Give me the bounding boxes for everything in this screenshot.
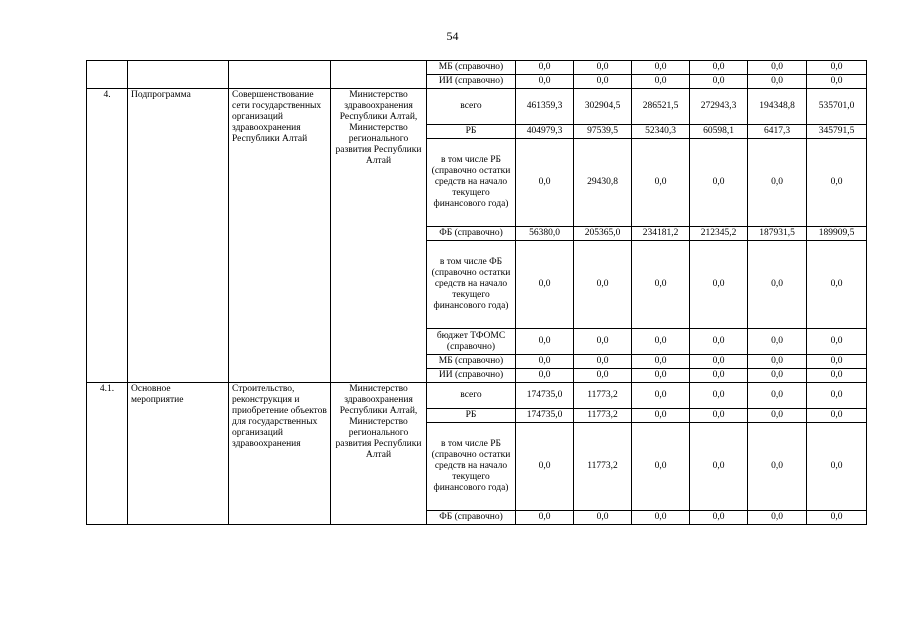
source-cell: МБ (справочно) xyxy=(427,355,516,369)
executor-cell xyxy=(331,61,427,89)
source-cell: в том числе РБ (справочно остатки средств на начало текущего финансового года) xyxy=(427,423,516,511)
value-cell: 6417,3 xyxy=(748,125,807,139)
value-cell: 0,0 xyxy=(748,383,807,409)
value-cell: 0,0 xyxy=(574,369,632,383)
source-cell: в том числе ФБ (справочно остатки средств на начало текущего финансового года) xyxy=(427,241,516,329)
value-cell: 0,0 xyxy=(574,241,632,329)
value-cell: 0,0 xyxy=(516,241,574,329)
value-cell: 174735,0 xyxy=(516,409,574,423)
value-cell: 0,0 xyxy=(748,61,807,75)
value-cell: 0,0 xyxy=(632,75,690,89)
value-cell: 461359,3 xyxy=(516,89,574,125)
source-cell: МБ (справочно) xyxy=(427,61,516,75)
value-cell: 0,0 xyxy=(748,511,807,525)
value-cell: 0,0 xyxy=(516,511,574,525)
value-cell: 11773,2 xyxy=(574,423,632,511)
value-cell: 0,0 xyxy=(748,423,807,511)
value-cell: 0,0 xyxy=(632,241,690,329)
value-cell: 0,0 xyxy=(748,329,807,355)
value-cell: 0,0 xyxy=(632,409,690,423)
value-cell: 174735,0 xyxy=(516,383,574,409)
value-cell: 0,0 xyxy=(632,511,690,525)
value-cell: 0,0 xyxy=(632,423,690,511)
value-cell: 0,0 xyxy=(574,61,632,75)
value-cell: 0,0 xyxy=(632,383,690,409)
value-cell: 0,0 xyxy=(807,355,867,369)
value-cell: 11773,2 xyxy=(574,383,632,409)
source-cell: в том числе РБ (справочно остатки средств на начало текущего финансового года) xyxy=(427,139,516,227)
source-cell: бюджет ТФОМС (справочно) xyxy=(427,329,516,355)
value-cell: 0,0 xyxy=(807,423,867,511)
value-cell: 0,0 xyxy=(690,61,748,75)
table-row xyxy=(87,383,867,409)
value-cell: 0,0 xyxy=(807,409,867,423)
value-cell: 0,0 xyxy=(516,61,574,75)
value-cell: 0,0 xyxy=(574,511,632,525)
value-cell: 56380,0 xyxy=(516,227,574,241)
value-cell: 404979,3 xyxy=(516,125,574,139)
value-cell: 0,0 xyxy=(690,355,748,369)
name-cell: Строительство, реконструкция и приобретение объектов для государственных организаций здравоохранения xyxy=(229,383,331,525)
value-cell: 0,0 xyxy=(690,423,748,511)
executor-cell: Министерство здравоохранения Республики Алтай, Министерство регионального развития Республики Алтай xyxy=(331,383,427,525)
table-row xyxy=(87,61,867,75)
value-cell: 234181,2 xyxy=(632,227,690,241)
value-cell: 0,0 xyxy=(807,383,867,409)
value-cell: 0,0 xyxy=(748,355,807,369)
source-cell: ФБ (справочно) xyxy=(427,227,516,241)
value-cell: 52340,3 xyxy=(632,125,690,139)
value-cell: 0,0 xyxy=(807,139,867,227)
value-cell: 0,0 xyxy=(690,409,748,423)
value-cell: 0,0 xyxy=(574,329,632,355)
value-cell: 97539,5 xyxy=(574,125,632,139)
value-cell: 0,0 xyxy=(632,355,690,369)
value-cell: 0,0 xyxy=(632,329,690,355)
value-cell: 286521,5 xyxy=(632,89,690,125)
value-cell: 194348,8 xyxy=(748,89,807,125)
value-cell: 212345,2 xyxy=(690,227,748,241)
source-cell: ИИ (справочно) xyxy=(427,75,516,89)
page-number: 54 xyxy=(446,29,459,43)
value-cell: 187931,5 xyxy=(748,227,807,241)
value-cell: 272943,3 xyxy=(690,89,748,125)
value-cell: 11773,2 xyxy=(574,409,632,423)
value-cell: 0,0 xyxy=(690,329,748,355)
value-cell: 0,0 xyxy=(516,423,574,511)
value-cell: 0,0 xyxy=(690,383,748,409)
value-cell: 0,0 xyxy=(690,139,748,227)
value-cell: 0,0 xyxy=(632,61,690,75)
value-cell: 535701,0 xyxy=(807,89,867,125)
number-cell: 4.1. xyxy=(87,383,128,525)
value-cell: 0,0 xyxy=(807,75,867,89)
name-cell xyxy=(229,61,331,89)
value-cell: 0,0 xyxy=(574,355,632,369)
value-cell: 0,0 xyxy=(807,329,867,355)
type-cell xyxy=(128,61,229,89)
value-cell: 0,0 xyxy=(807,511,867,525)
value-cell: 0,0 xyxy=(690,369,748,383)
value-cell: 345791,5 xyxy=(807,125,867,139)
source-cell: всего xyxy=(427,89,516,125)
value-cell: 0,0 xyxy=(516,139,574,227)
name-cell: Совершенствование сети государственных организаций здравоохранения Республики Алтай xyxy=(229,89,331,383)
value-cell: 302904,5 xyxy=(574,89,632,125)
value-cell: 205365,0 xyxy=(574,227,632,241)
number-cell: 4. xyxy=(87,89,128,383)
source-cell: ИИ (справочно) xyxy=(427,369,516,383)
value-cell: 0,0 xyxy=(748,241,807,329)
value-cell: 0,0 xyxy=(516,369,574,383)
value-cell: 0,0 xyxy=(516,75,574,89)
value-cell: 0,0 xyxy=(574,75,632,89)
number-cell xyxy=(87,61,128,89)
value-cell: 0,0 xyxy=(516,329,574,355)
value-cell: 0,0 xyxy=(632,139,690,227)
executor-cell: Министерство здравоохранения Республики Алтай, Министерство регионального развития Республики Алтай xyxy=(331,89,427,383)
type-cell: Подпрограмма xyxy=(128,89,229,383)
value-cell: 60598,1 xyxy=(690,125,748,139)
source-cell: РБ xyxy=(427,125,516,139)
value-cell: 0,0 xyxy=(807,61,867,75)
value-cell: 0,0 xyxy=(748,139,807,227)
source-cell: РБ xyxy=(427,409,516,423)
value-cell: 0,0 xyxy=(632,369,690,383)
type-cell: Основное мероприятие xyxy=(128,383,229,525)
value-cell: 0,0 xyxy=(748,75,807,89)
source-cell: всего xyxy=(427,383,516,409)
value-cell: 0,0 xyxy=(748,409,807,423)
value-cell: 0,0 xyxy=(516,355,574,369)
funding-table xyxy=(86,60,867,525)
value-cell: 0,0 xyxy=(807,369,867,383)
table-row xyxy=(87,89,867,125)
value-cell: 0,0 xyxy=(690,241,748,329)
value-cell: 0,0 xyxy=(807,241,867,329)
value-cell: 29430,8 xyxy=(574,139,632,227)
value-cell: 0,0 xyxy=(748,369,807,383)
value-cell: 0,0 xyxy=(690,511,748,525)
source-cell: ФБ (справочно) xyxy=(427,511,516,525)
value-cell: 0,0 xyxy=(690,75,748,89)
value-cell: 189909,5 xyxy=(807,227,867,241)
